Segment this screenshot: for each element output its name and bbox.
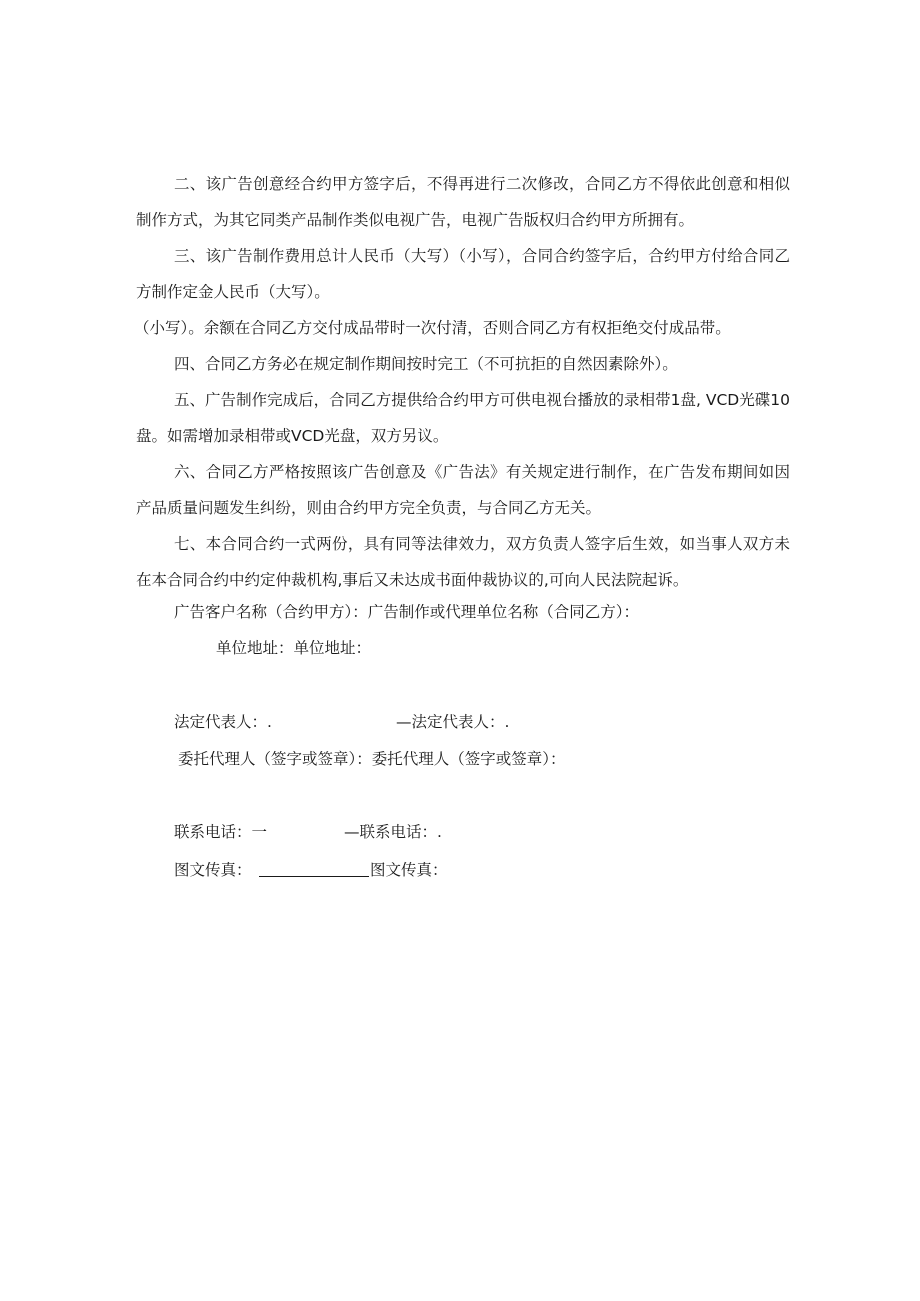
clause-3-continued: （小写）。余额在合同乙方交付成品带时一次付清，否则合同乙方有权拒绝交付成品带。 — [134, 319, 731, 337]
phone-b: —联系电话：. — [344, 823, 442, 841]
legal-rep-b: —法定代表人：. — [396, 713, 510, 731]
clause-4: 四、合同乙方务必在规定制作期间按时完工（不可抗拒的自然因素除外）。 — [174, 355, 678, 373]
fax-b: 图文传真： — [370, 861, 448, 879]
fax-blank-line — [259, 862, 369, 877]
clause-2: 二、该广告创意经合约甲方签字后，不得再进行二次修改，合同乙方不得依此创意和相似制作方式，为其它同类产品制作类似电视广告，电视广告版权归合约甲方所拥有。 — [136, 175, 790, 229]
clause-3: 三、该广告制作费用总计人民币（大写）（小写），合同合约签字后，合约甲方付给合同乙方制作定金人民币（大写）。 — [136, 247, 790, 301]
clause-6: 六、合同乙方严格按照该广告创意及《广告法》有关规定进行制作，在广告发布期间如因产品质量问题发生纠纷，则由合约甲方完全负责，与合同乙方无关。 — [136, 463, 790, 517]
fax-a: 图文传真： — [174, 861, 252, 879]
agent-line: 委托代理人（签字或签章）：委托代理人（签字或签章）： — [178, 750, 566, 768]
clause-7: 七、本合同合约一式两份，具有同等法律效力，双方负责人签字后生效，如当事人双方未在本合同合约中约定仲裁机构,事后又未达成书面仲裁协议的,可向人民法院起诉。 — [136, 535, 790, 589]
legal-rep-a: 法定代表人：. — [174, 713, 272, 731]
phone-a: 联系电话：一 — [174, 823, 268, 841]
clause-5: 五、广告制作完成后，合同乙方提供给合约甲方可供电视台播放的录相带1盘, VCD光碟10盘。如需增加录相带或VCD光盘，双方另议。 — [136, 391, 790, 445]
address-line: 单位地址：单位地址： — [216, 639, 372, 657]
parties-line: 广告客户名称（合约甲方）：广告制作或代理单位名称（合同乙方）： — [174, 603, 640, 621]
